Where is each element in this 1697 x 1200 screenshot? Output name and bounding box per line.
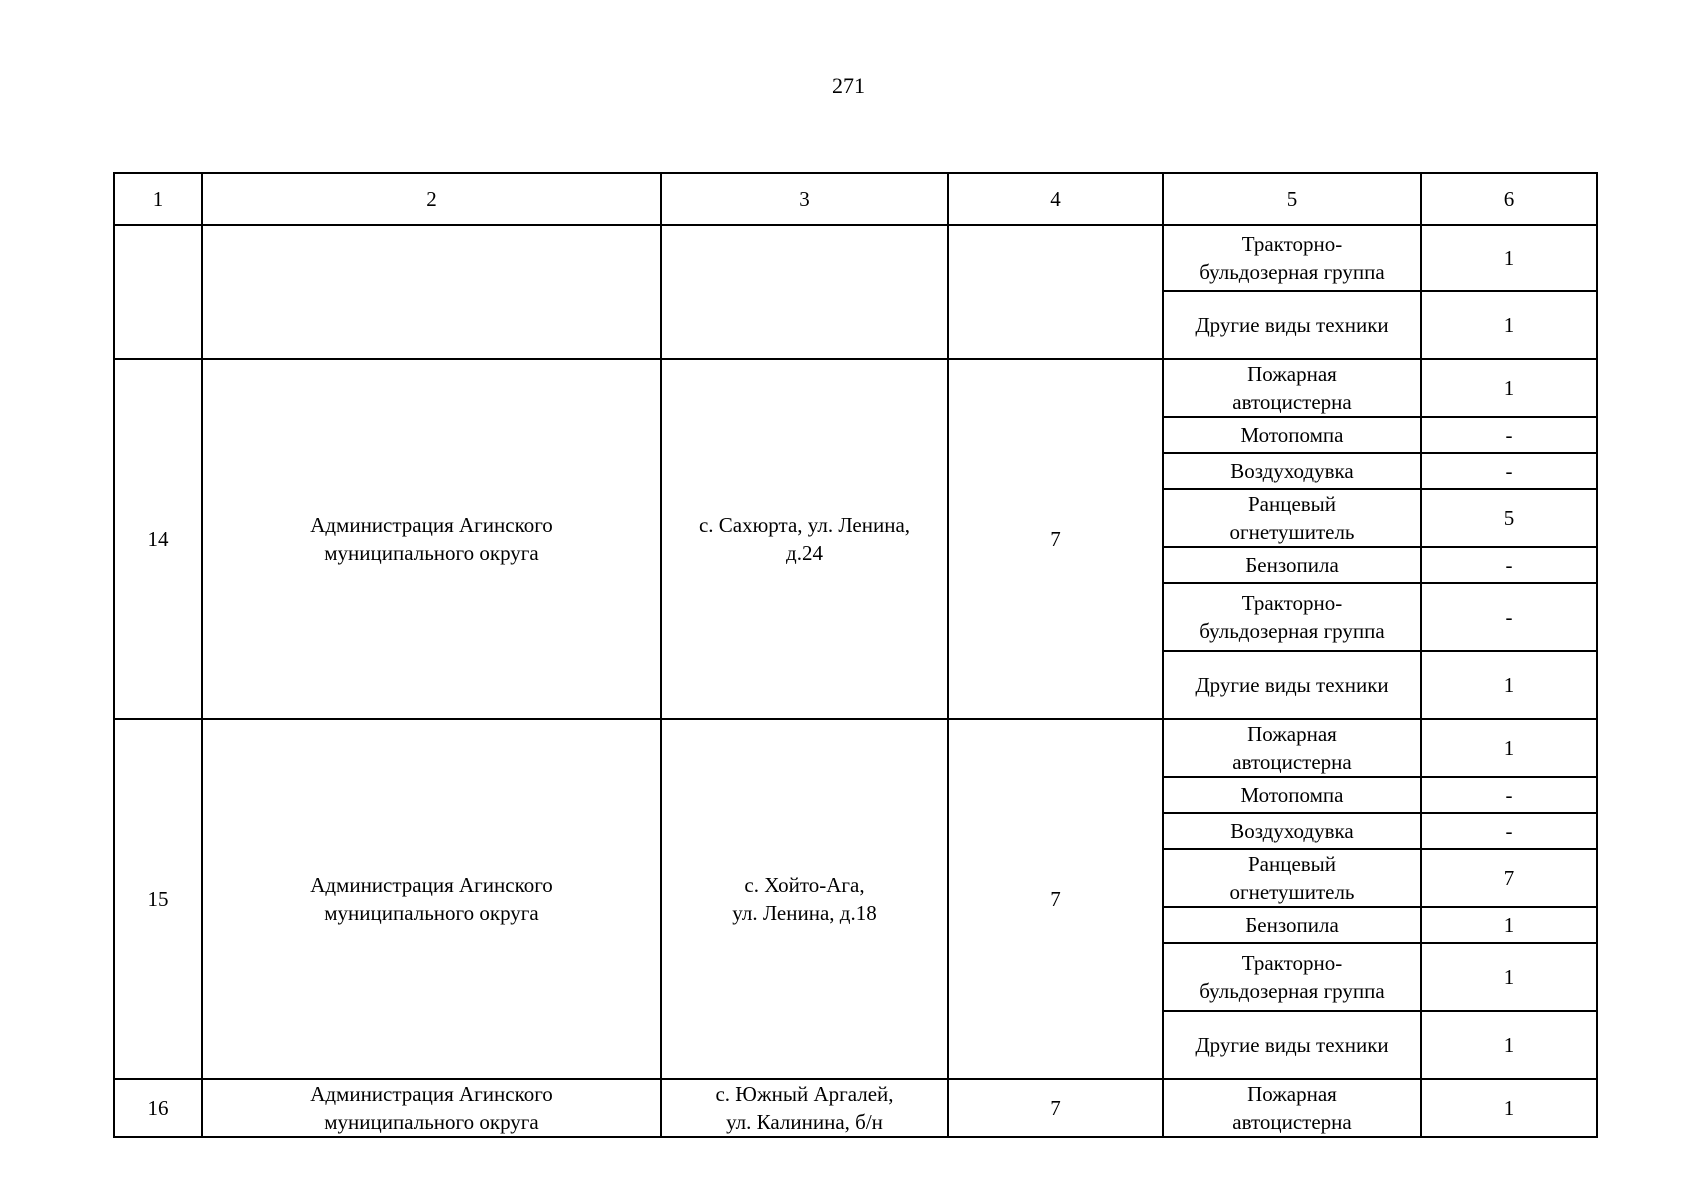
equipment-cell: Пожарная автоцистерна — [1163, 359, 1421, 417]
quantity-cell: 1 — [1421, 225, 1597, 291]
entry-number-cell — [114, 225, 202, 359]
quantity-cell: 1 — [1421, 291, 1597, 359]
equipment-cell: Пожарная автоцистерна — [1163, 1079, 1421, 1137]
equipment-cell: Пожарная автоцистерна — [1163, 719, 1421, 777]
quantity-cell: 1 — [1421, 1011, 1597, 1079]
quantity-cell: 1 — [1421, 907, 1597, 943]
quantity-cell: - — [1421, 813, 1597, 849]
quantity-cell: 7 — [1421, 849, 1597, 907]
header-cell-4: 4 — [948, 173, 1163, 225]
header-cell-3: 3 — [661, 173, 948, 225]
header-cell-5: 5 — [1163, 173, 1421, 225]
equipment-cell: Мотопомпа — [1163, 417, 1421, 453]
address-cell: с. Хойто-Ага, ул. Ленина, д.18 — [661, 719, 948, 1079]
table-row — [114, 225, 1597, 291]
equipment-cell: Тракторно- бульдозерная группа — [1163, 943, 1421, 1011]
equipment-cell: Бензопила — [1163, 547, 1421, 583]
organization-cell: Администрация Агинского муниципального округа — [202, 1079, 661, 1137]
organization-cell: Администрация Агинского муниципального округа — [202, 359, 661, 719]
header-cell-2: 2 — [202, 173, 661, 225]
equipment-cell: Другие виды техники — [1163, 291, 1421, 359]
page-number: 271 — [832, 73, 865, 98]
equipment-cell: Ранцевый огнетушитель — [1163, 849, 1421, 907]
quantity-cell: - — [1421, 583, 1597, 651]
organization-cell — [202, 225, 661, 359]
table-row — [114, 1079, 1597, 1137]
equipment-cell: Воздуходувка — [1163, 813, 1421, 849]
equipment-cell: Другие виды техники — [1163, 1011, 1421, 1079]
equipment-cell: Ранцевый огнетушитель — [1163, 489, 1421, 547]
col4-cell: 7 — [948, 359, 1163, 719]
address-cell — [661, 225, 948, 359]
header-cell-6: 6 — [1421, 173, 1597, 225]
quantity-cell: - — [1421, 777, 1597, 813]
entry-number-cell: 15 — [114, 719, 202, 1079]
equipment-cell: Бензопила — [1163, 907, 1421, 943]
quantity-cell: 5 — [1421, 489, 1597, 547]
equipment-cell: Тракторно- бульдозерная группа — [1163, 583, 1421, 651]
table-header-row — [114, 173, 1597, 225]
quantity-cell: 1 — [1421, 651, 1597, 719]
quantity-cell: 1 — [1421, 719, 1597, 777]
quantity-cell: 1 — [1421, 359, 1597, 417]
quantity-cell: - — [1421, 417, 1597, 453]
organization-cell: Администрация Агинского муниципального округа — [202, 719, 661, 1079]
col4-cell: 7 — [948, 1079, 1163, 1137]
quantity-cell: - — [1421, 453, 1597, 489]
equipment-cell: Другие виды техники — [1163, 651, 1421, 719]
address-cell: с. Сахюрта, ул. Ленина, д.24 — [661, 359, 948, 719]
quantity-cell: 1 — [1421, 1079, 1597, 1137]
equipment-table — [113, 172, 1598, 1138]
col4-cell: 7 — [948, 719, 1163, 1079]
address-cell: с. Южный Аргалей, ул. Калинина, б/н — [661, 1079, 948, 1137]
header-cell-1: 1 — [114, 173, 202, 225]
quantity-cell: - — [1421, 547, 1597, 583]
col4-cell — [948, 225, 1163, 359]
entry-number-cell: 14 — [114, 359, 202, 719]
table-row — [114, 719, 1597, 777]
equipment-cell: Воздуходувка — [1163, 453, 1421, 489]
table-row — [114, 359, 1597, 417]
entry-number-cell: 16 — [114, 1079, 202, 1137]
quantity-cell: 1 — [1421, 943, 1597, 1011]
equipment-cell: Тракторно- бульдозерная группа — [1163, 225, 1421, 291]
equipment-cell: Мотопомпа — [1163, 777, 1421, 813]
